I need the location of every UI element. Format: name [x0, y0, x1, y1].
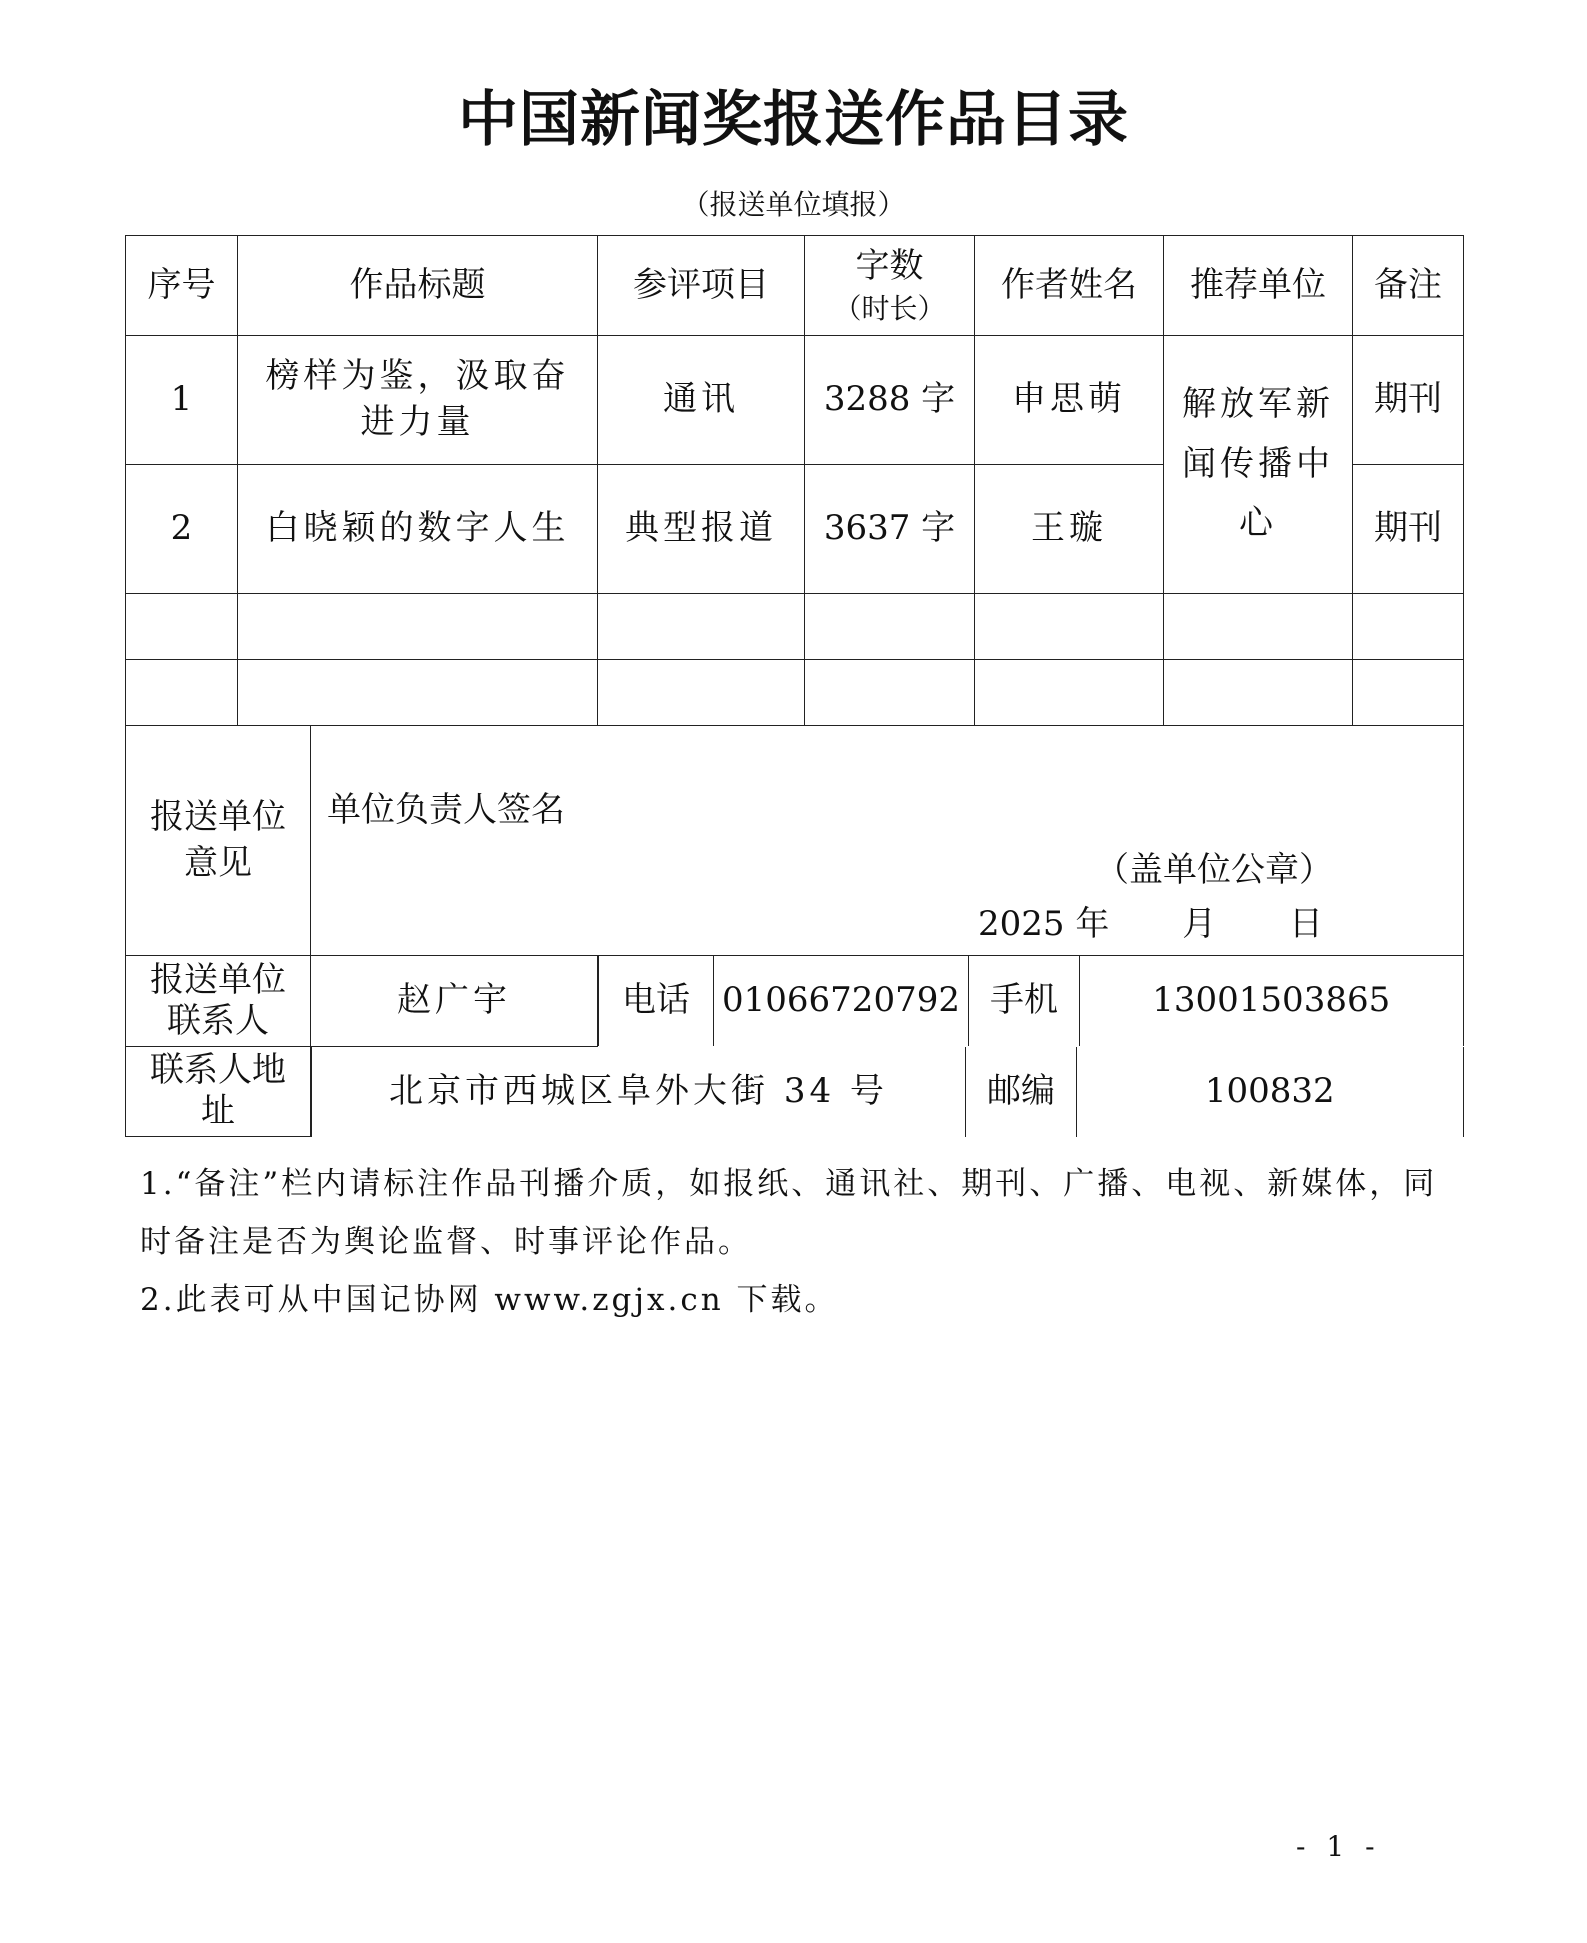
phone-value[interactable]: 01066720792 — [714, 956, 969, 1046]
header-seq: 序号 — [126, 236, 238, 336]
header-author: 作者姓名 — [975, 236, 1164, 336]
blank-cell[interactable] — [975, 594, 1164, 660]
blank-cell[interactable] — [805, 660, 975, 726]
header-wordcount-line1: 字数 — [855, 245, 924, 286]
blank-cell[interactable] — [1164, 594, 1353, 660]
address-value[interactable]: 北京市西城区阜外大街 34 号 — [312, 1047, 966, 1137]
row-words: 3288 字 — [805, 336, 975, 465]
seal-label: （盖单位公章） — [1095, 850, 1333, 890]
row-remarks: 期刊 — [1353, 465, 1464, 594]
blank-row — [126, 660, 1464, 726]
notes — [140, 1155, 1470, 1329]
header-category: 参评项目 — [598, 236, 805, 336]
header-recommender: 推荐单位 — [1164, 236, 1353, 336]
row-remarks: 期刊 — [1353, 336, 1464, 465]
blank-row — [126, 594, 1464, 660]
blank-cell[interactable] — [975, 660, 1164, 726]
blank-cell[interactable] — [1353, 660, 1464, 726]
date-day: 日 — [1289, 904, 1323, 944]
phone-label: 电话 — [599, 956, 714, 1046]
opinion-row — [126, 726, 1464, 956]
document-title: 中国新闻奖报送作品目录 — [458, 85, 1129, 155]
zip-label: 邮编 — [966, 1047, 1077, 1137]
page-number: - 1 - — [1296, 1830, 1381, 1863]
header-wordcount — [805, 236, 975, 336]
blank-cell[interactable] — [1353, 594, 1464, 660]
header-work-title: 作品标题 — [238, 236, 598, 336]
row-seq: 1 — [126, 336, 238, 465]
blank-cell[interactable] — [238, 594, 598, 660]
blank-cell[interactable] — [805, 594, 975, 660]
note-item: 1.“备注”栏内请标注作品刊播介质，如报纸、通讯社、期刊、广播、电视、新媒体，同时备注是否为舆论监督、时事评论作品。 — [140, 1166, 1438, 1260]
contact-name[interactable]: 赵广宇 — [311, 956, 598, 1047]
row-author: 申思萌 — [975, 336, 1164, 465]
blank-cell[interactable] — [598, 660, 805, 726]
row-title: 榜样为鉴，汲取奋进力量 — [238, 336, 598, 465]
date-line — [978, 902, 1323, 948]
contact-row — [126, 956, 1464, 1047]
signature-label: 单位负责人签名 — [327, 790, 565, 830]
submission-table — [125, 235, 1464, 1137]
address-row — [126, 1046, 1464, 1137]
blank-cell[interactable] — [598, 594, 805, 660]
table-row — [126, 336, 1464, 465]
row-seq: 2 — [126, 465, 238, 594]
opinion-field[interactable] — [311, 726, 1464, 956]
blank-cell[interactable] — [1164, 660, 1353, 726]
recommender-cell: 解放军新闻传播中心 — [1164, 336, 1353, 594]
row-words: 3637 字 — [805, 465, 975, 594]
blank-cell[interactable] — [126, 594, 238, 660]
blank-cell[interactable] — [126, 660, 238, 726]
note-item: 2.此表可从中国记协网 www.zgjx.cn 下载。 — [140, 1282, 839, 1318]
date-year: 2025 年 — [978, 904, 1110, 944]
row-category: 通讯 — [598, 336, 805, 465]
row-author: 王璇 — [975, 465, 1164, 594]
opinion-label: 报送单位意见 — [126, 726, 311, 956]
zip-value[interactable]: 100832 — [1077, 1047, 1464, 1137]
blank-cell[interactable] — [238, 660, 598, 726]
mobile-label: 手机 — [969, 956, 1080, 1046]
row-title: 白晓颖的数字人生 — [238, 465, 598, 594]
mobile-value[interactable]: 13001503865 — [1080, 956, 1464, 1046]
address-label: 联系人地址 — [126, 1046, 311, 1137]
header-row — [126, 236, 1464, 336]
header-wordcount-line2: （时长） — [833, 291, 946, 325]
document-subtitle: （报送单位填报） — [681, 188, 906, 221]
header-remarks: 备注 — [1353, 236, 1464, 336]
date-month: 月 — [1182, 904, 1217, 944]
contact-label: 报送单位联系人 — [126, 956, 311, 1047]
row-category: 典型报道 — [598, 465, 805, 594]
